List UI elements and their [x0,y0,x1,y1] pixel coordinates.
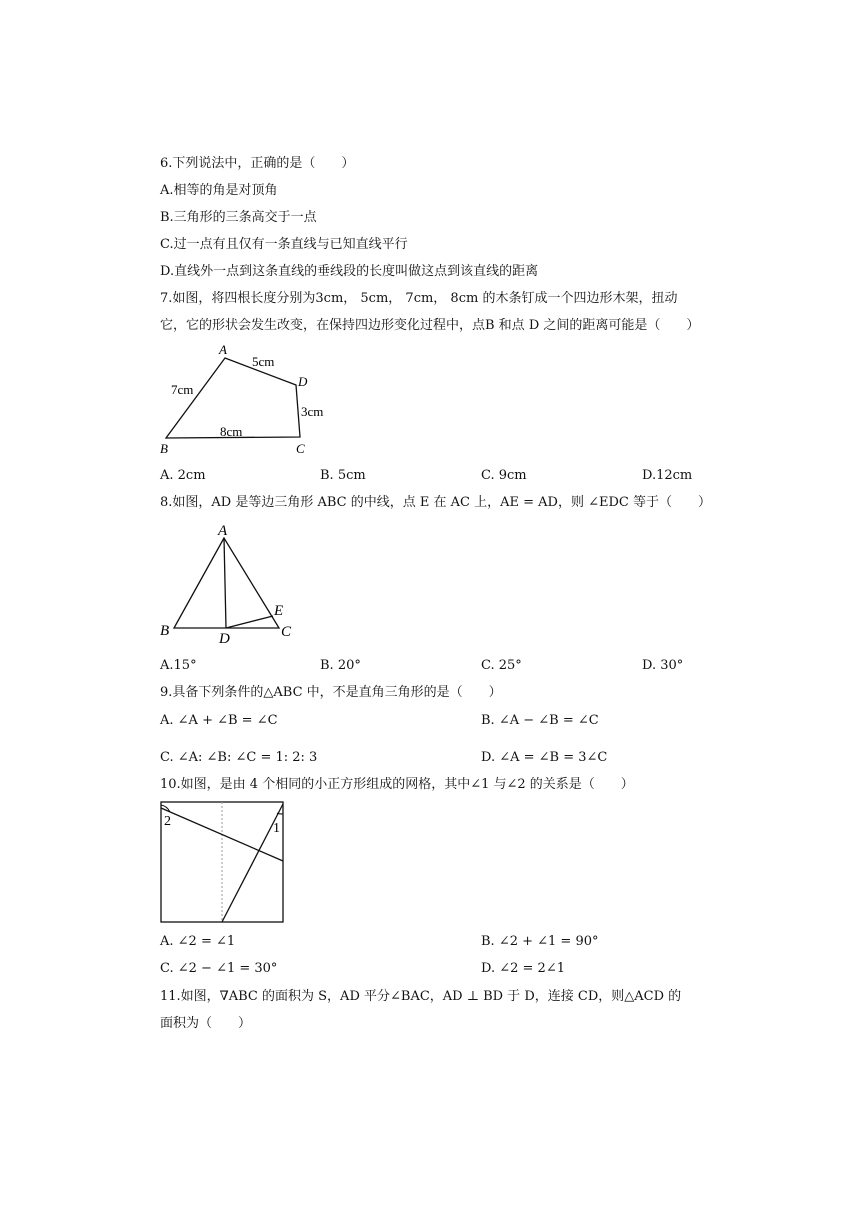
q7-side-bc: 8cm [220,424,243,439]
q10-angle-1-arc [277,813,283,814]
q8-label-e: E [274,603,284,619]
q9-stem: 9.具备下列条件的△ABC 中，不是直角三角形的是（ ） [160,685,502,700]
q10-label-2: 2 [164,814,171,829]
q7-side-ab: 7cm [171,382,194,397]
q7-stem-line1: 7.如图，将四根长度分别为3cm， 5cm， 7cm， 8cm 的木条钉成一个四边形木架，扭动 [160,291,678,306]
q7-side-ad: 5cm [252,354,275,369]
q8-option-c: C. 25° [481,658,522,673]
q7-stem-line2: 它，它的形状会发生改变，在保持四边形变化过程中，点B 和点 D 之间的距离可能是（ ） [160,318,700,333]
q10-stem: 10.如图，是由 4 个相同的小正方形组成的网格，其中∠1 与∠2 的关系是（ ） [160,777,634,792]
q8-option-b: B. 20° [320,658,361,673]
q11-stem-line1: 11.如图，∇ABC 的面积为 S，AD 平分∠BAC，AD ⊥ BD 于 D，连接 CD，则△ACD 的 [160,989,682,1004]
q9-option-d: D. ∠A = ∠B = 3∠C [481,750,608,765]
q8-label-b: B [160,623,170,639]
q7-side-dc: 3cm [301,404,324,419]
q8-option-d: D. 30° [642,658,684,673]
q11-stem-line2: 面积为（ ） [160,1016,252,1031]
q10-option-a: A. ∠2 = ∠1 [160,934,236,949]
q8-label-d: D [219,631,230,647]
q6-option-c: C.过一点有且仅有一条直线与已知直线平行 [160,237,408,252]
q10-option-b: B. ∠2 + ∠1 = 90° [481,934,599,949]
q7-label-b: B [160,441,168,456]
q8-label-a: A [218,523,228,539]
q8-option-a: A.15° [160,658,197,673]
q6-option-b: B.三角形的三条高交于一点 [160,210,317,225]
q8-stem: 8.如图，AD 是等边三角形 ABC 的中线，点 E 在 AC 上，AE = AD，则 ∠EDC 等于（ ） [160,495,711,510]
q6-option-a: A.相等的角是对顶角 [160,183,278,198]
q7-option-c: C. 9cm [481,468,527,483]
q8-label-c: C [281,624,292,640]
q10-option-c: C. ∠2 − ∠1 = 30° [160,961,278,976]
q7-label-c: C [296,441,305,456]
q9-option-b: B. ∠A − ∠B = ∠C [481,713,599,728]
q7-option-a: A. 2cm [160,468,206,483]
q9-option-a: A. ∠A + ∠B = ∠C [160,713,278,728]
q6-option-d: D.直线外一点到这条直线的垂线段的长度叫做这点到该直线的距离 [160,264,539,279]
q9-option-c: C. ∠A: ∠B: ∠C = 1: 2: 3 [160,750,318,765]
q10-label-1: 1 [273,821,280,836]
q7-label-a: A [219,342,227,357]
q10-option-d: D. ∠2 = 2∠1 [481,961,565,976]
q7-option-d: D.12cm [642,468,693,483]
q7-option-b: B. 5cm [320,468,366,483]
q7-label-d: D [298,374,308,389]
q6-stem: 6.下列说法中，正确的是（ ） [160,156,355,171]
